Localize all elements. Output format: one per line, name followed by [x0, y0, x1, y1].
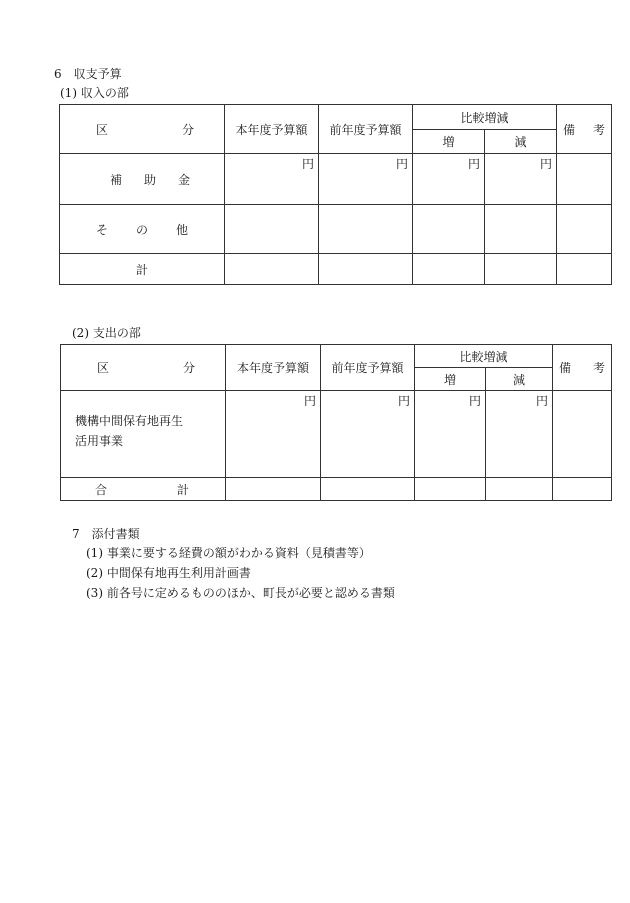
yen-unit: 円: [321, 391, 415, 478]
table-row: [60, 154, 612, 205]
section-6-title: 6 収支予算: [54, 67, 122, 81]
table-row: [60, 205, 612, 254]
attachment-item: (2) 中間保有地再生利用計画書: [86, 566, 251, 580]
attachment-item: (3) 前各号に定めるもののほか、町長が必要と認める書類: [86, 586, 395, 600]
expense-caption: (2) 支出の部: [72, 326, 141, 340]
header-current-year: 本年度予算額: [225, 105, 319, 154]
empty-cell: [485, 254, 557, 285]
header-remarks: 備 考: [553, 345, 612, 391]
empty-cell: [225, 254, 319, 285]
income-table: [59, 104, 612, 285]
expense-table: [60, 344, 612, 501]
header-comparison: 比較増減: [413, 105, 557, 130]
table-row: [61, 391, 612, 478]
remarks-cell: [557, 154, 612, 205]
empty-cell: [557, 205, 612, 254]
row-label-project: 機構中間保有地再生 活用事業: [61, 391, 226, 478]
header-remarks: 備 考: [557, 105, 612, 154]
section-7-title: 7 添付書類: [72, 527, 140, 541]
attachment-item: (1) 事業に要する経費の額がわかる資料（見積書等）: [86, 546, 371, 560]
header-decrease: 減: [486, 368, 553, 391]
header-category: 区 分: [61, 345, 226, 391]
header-current-year: 本年度予算額: [226, 345, 321, 391]
table-row: [60, 254, 612, 285]
header-previous-year: 前年度予算額: [319, 105, 413, 154]
yen-unit: 円: [226, 391, 321, 478]
header-decrease: 減: [485, 130, 557, 154]
table-row: [61, 478, 612, 501]
income-caption: (1) 収入の部: [60, 86, 129, 100]
yen-unit: 円: [485, 154, 557, 205]
empty-cell: [321, 478, 415, 501]
yen-unit: 円: [415, 391, 486, 478]
row-label-grand-total: 合 計: [61, 478, 226, 501]
header-increase: 増: [415, 368, 486, 391]
empty-cell: [553, 478, 612, 501]
empty-cell: [486, 478, 553, 501]
header-previous-year: 前年度予算額: [321, 345, 415, 391]
yen-unit: 円: [319, 154, 413, 205]
remarks-cell: [553, 391, 612, 478]
empty-cell: [319, 205, 413, 254]
empty-cell: [225, 205, 319, 254]
row-label-other: そ の 他: [60, 205, 225, 254]
header-increase: 増: [413, 130, 485, 154]
empty-cell: [413, 205, 485, 254]
empty-cell: [557, 254, 612, 285]
empty-cell: [415, 478, 486, 501]
yen-unit: 円: [413, 154, 485, 205]
empty-cell: [485, 205, 557, 254]
empty-cell: [226, 478, 321, 501]
header-category: 区 分: [60, 105, 225, 154]
empty-cell: [319, 254, 413, 285]
row-label-subsidy: 補 助 金: [60, 154, 225, 205]
yen-unit: 円: [486, 391, 553, 478]
row-label-total: 計: [60, 254, 225, 285]
empty-cell: [413, 254, 485, 285]
yen-unit: 円: [225, 154, 319, 205]
header-comparison: 比較増減: [415, 345, 553, 368]
